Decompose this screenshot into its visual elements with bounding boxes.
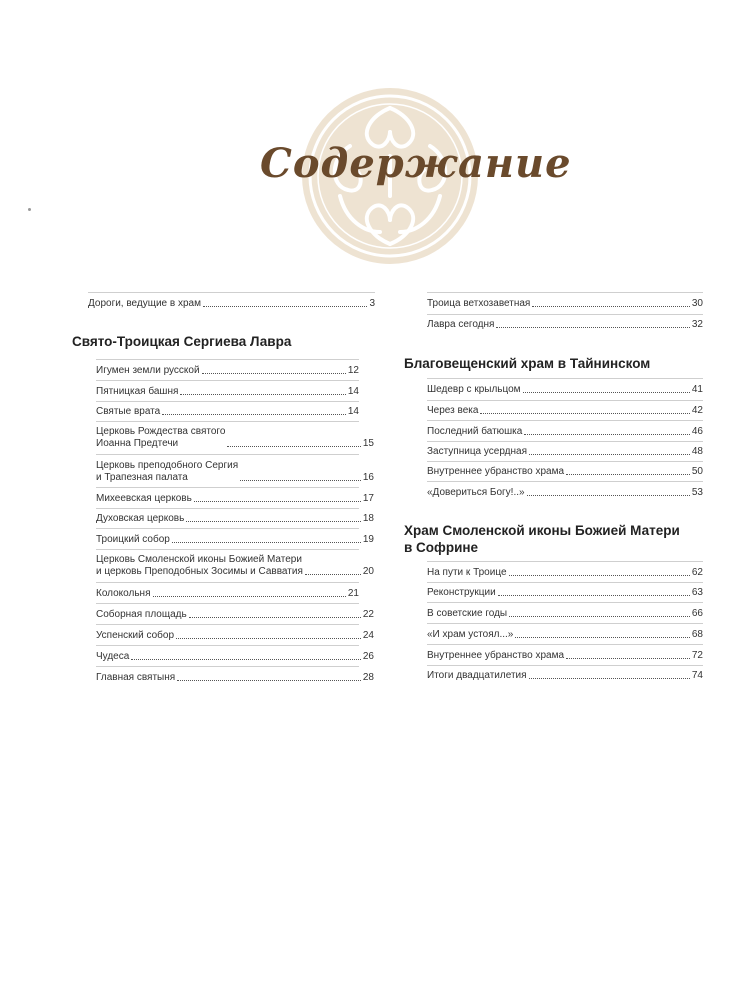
toc-entry-label: Духовская церковь xyxy=(96,513,185,524)
toc-entry-page: 66 xyxy=(691,608,703,619)
divider xyxy=(88,292,375,293)
toc-leader xyxy=(305,574,361,575)
toc-entry-page: 18 xyxy=(362,513,374,524)
divider xyxy=(427,623,703,624)
divider xyxy=(96,582,359,583)
divider xyxy=(96,359,359,360)
scan-speck xyxy=(28,208,31,211)
toc-entry-page: 72 xyxy=(691,650,703,661)
divider xyxy=(427,292,703,293)
toc-entry-label: Внутреннее убранство храма xyxy=(427,650,565,661)
toc-leader xyxy=(172,542,361,543)
toc-entry-label: Через века xyxy=(427,405,479,416)
toc-leader xyxy=(203,306,367,307)
toc-entry-label: Внутреннее убранство храма xyxy=(427,466,565,477)
toc-entry-label: Михеевская церковь xyxy=(96,493,192,504)
toc-entry-page: 20 xyxy=(362,566,374,577)
toc-entry-page: 68 xyxy=(691,629,703,640)
toc-entry[interactable] xyxy=(96,493,374,505)
divider xyxy=(96,401,359,402)
toc-leader xyxy=(529,678,690,679)
toc-entry-label: Лавра сегодня xyxy=(427,319,495,330)
toc-entry[interactable] xyxy=(96,513,374,525)
toc-leader xyxy=(527,495,690,496)
toc-entry-page: 41 xyxy=(691,384,703,395)
toc-leader xyxy=(480,413,689,414)
toc-leader xyxy=(566,658,690,659)
toc-entry-page: 14 xyxy=(347,386,359,397)
divider xyxy=(96,528,359,529)
toc-leader xyxy=(227,446,360,447)
page-title: Содержание xyxy=(260,140,572,187)
toc-entry-page: 14 xyxy=(347,406,359,417)
toc-entry[interactable] xyxy=(96,406,359,418)
toc-entry-label: Церковь Рождества святого Иоанна Предтечи xyxy=(96,426,226,449)
toc-entry-page: 21 xyxy=(347,588,359,599)
toc-entry-label: Колокольня xyxy=(96,588,151,599)
toc-entry[interactable] xyxy=(96,672,374,684)
toc-entry[interactable] xyxy=(427,446,703,458)
toc-leader xyxy=(194,501,361,502)
toc-leader xyxy=(176,638,361,639)
divider xyxy=(427,420,703,421)
toc-leader xyxy=(240,480,361,481)
toc-leader xyxy=(153,596,346,597)
toc-entry[interactable] xyxy=(427,587,703,599)
toc-entry-label: На пути к Троице xyxy=(427,567,507,578)
divider xyxy=(427,314,703,315)
toc-entry-page: 62 xyxy=(691,567,703,578)
toc-leader xyxy=(186,521,361,522)
toc-entry[interactable] xyxy=(96,534,374,546)
toc-entry-page: 26 xyxy=(362,651,374,662)
toc-leader xyxy=(180,394,345,395)
toc-entry-label: Итоги двадцатилетия xyxy=(427,670,527,681)
section-heading: Храм Смоленской иконы Божией Матери в Софрине xyxy=(404,523,680,555)
toc-leader xyxy=(189,617,361,618)
toc-leader xyxy=(131,659,361,660)
toc-entry-label: Игумен земли русской xyxy=(96,365,200,376)
divider xyxy=(427,400,703,401)
toc-entry-page: 3 xyxy=(369,298,375,309)
toc-entry[interactable] xyxy=(427,319,703,331)
toc-entry-page: 53 xyxy=(691,487,703,498)
divider xyxy=(427,582,703,583)
toc-entry[interactable] xyxy=(96,386,359,398)
toc-entry-label: В советские годы xyxy=(427,608,508,619)
toc-entry-page: 42 xyxy=(691,405,703,416)
toc-entry-page: 74 xyxy=(691,670,703,681)
divider xyxy=(427,602,703,603)
toc-entry[interactable] xyxy=(427,466,703,478)
toc-entry-label: Заступница усердная xyxy=(427,446,527,457)
divider xyxy=(427,665,703,666)
toc-entry-label: Троица ветхозаветная xyxy=(427,298,531,309)
toc-entry-label: Троицкий собор xyxy=(96,534,170,545)
toc-entry-label: Шедевр с крыльцом xyxy=(427,384,521,395)
divider xyxy=(96,487,359,488)
toc-leader xyxy=(496,327,689,328)
toc-entry-label: Реконструкции xyxy=(427,587,496,598)
toc-entry[interactable] xyxy=(96,630,374,642)
divider xyxy=(96,380,359,381)
toc-entry-page: 16 xyxy=(362,472,374,483)
divider xyxy=(96,508,359,509)
toc-leader xyxy=(509,616,690,617)
divider xyxy=(96,549,359,550)
toc-entry-label: Чудеса xyxy=(96,651,130,662)
toc-leader xyxy=(509,575,690,576)
toc-leader xyxy=(162,414,346,415)
toc-entry-page: 28 xyxy=(362,672,374,683)
divider xyxy=(96,603,359,604)
toc-entry-page: 30 xyxy=(691,298,703,309)
toc-entry[interactable] xyxy=(427,650,703,662)
toc-entry-label: Церковь преподобного Сергия и Трапезная палата xyxy=(96,460,239,483)
toc-entry-page: 24 xyxy=(362,630,374,641)
toc-entry[interactable] xyxy=(96,554,374,578)
toc-leader xyxy=(515,637,690,638)
divider xyxy=(96,645,359,646)
toc-entry-page: 17 xyxy=(362,493,374,504)
toc-entry[interactable] xyxy=(96,651,374,663)
toc-entry[interactable] xyxy=(96,588,359,600)
toc-entry-label: Последний батюшка xyxy=(427,426,523,437)
divider xyxy=(427,644,703,645)
toc-entry[interactable] xyxy=(88,298,375,310)
toc-entry[interactable] xyxy=(96,609,374,621)
divider xyxy=(427,481,703,482)
toc-entry-label: Святые врата xyxy=(96,406,161,417)
section-heading: Свято-Троицкая Сергиева Лавра xyxy=(72,334,292,349)
divider xyxy=(96,666,359,667)
toc-leader xyxy=(177,680,361,681)
toc-entry-label: Пятницкая башня xyxy=(96,386,179,397)
toc-leader xyxy=(529,454,690,455)
section-heading: Благовещенский храм в Тайнинском xyxy=(404,356,651,371)
toc-entry-page: 22 xyxy=(362,609,374,620)
toc-leader xyxy=(498,595,690,596)
toc-entry-label: «И храм устоял...» xyxy=(427,629,514,640)
toc-entry-label: «Довериться Богу!..» xyxy=(427,487,525,498)
divider xyxy=(96,624,359,625)
toc-entry[interactable] xyxy=(427,384,703,396)
toc-entry-page: 48 xyxy=(691,446,703,457)
toc-entry-page: 63 xyxy=(691,587,703,598)
toc-entry-page: 50 xyxy=(691,466,703,477)
toc-entry-page: 12 xyxy=(347,365,359,376)
toc-entry[interactable] xyxy=(427,608,703,620)
toc-leader xyxy=(566,474,690,475)
toc-leader xyxy=(202,373,346,374)
toc-entry[interactable] xyxy=(427,487,703,499)
toc-entry[interactable] xyxy=(427,670,703,682)
toc-leader xyxy=(532,306,690,307)
toc-entry-page: 15 xyxy=(362,438,374,449)
toc-entry[interactable] xyxy=(96,460,374,484)
toc-entry-label: Успенский собор xyxy=(96,630,175,641)
divider xyxy=(96,454,359,455)
divider xyxy=(427,378,703,379)
toc-entry[interactable] xyxy=(427,298,703,310)
toc-entry[interactable] xyxy=(96,365,359,377)
toc-entry-label: Дороги, ведущие в храм xyxy=(88,298,201,309)
toc-entry-label: Соборная площадь xyxy=(96,609,187,620)
toc-entry-page: 32 xyxy=(691,319,703,330)
divider xyxy=(427,461,703,462)
toc-leader xyxy=(524,434,690,435)
toc-entry[interactable] xyxy=(427,567,703,579)
toc-entry[interactable] xyxy=(96,426,374,450)
divider xyxy=(96,421,359,422)
toc-entry-page: 19 xyxy=(362,534,374,545)
divider xyxy=(427,441,703,442)
divider xyxy=(427,561,703,562)
toc-entry-label: Церковь Смоленской иконы Божией Матери и церковь Преподобных Зосимы и Савватия xyxy=(96,554,303,577)
toc-entry-page: 46 xyxy=(691,426,703,437)
toc-entry[interactable] xyxy=(427,405,703,417)
toc-entry-label: Главная святыня xyxy=(96,672,176,683)
toc-leader xyxy=(523,392,690,393)
toc-entry[interactable] xyxy=(427,629,703,641)
toc-entry[interactable] xyxy=(427,426,703,438)
